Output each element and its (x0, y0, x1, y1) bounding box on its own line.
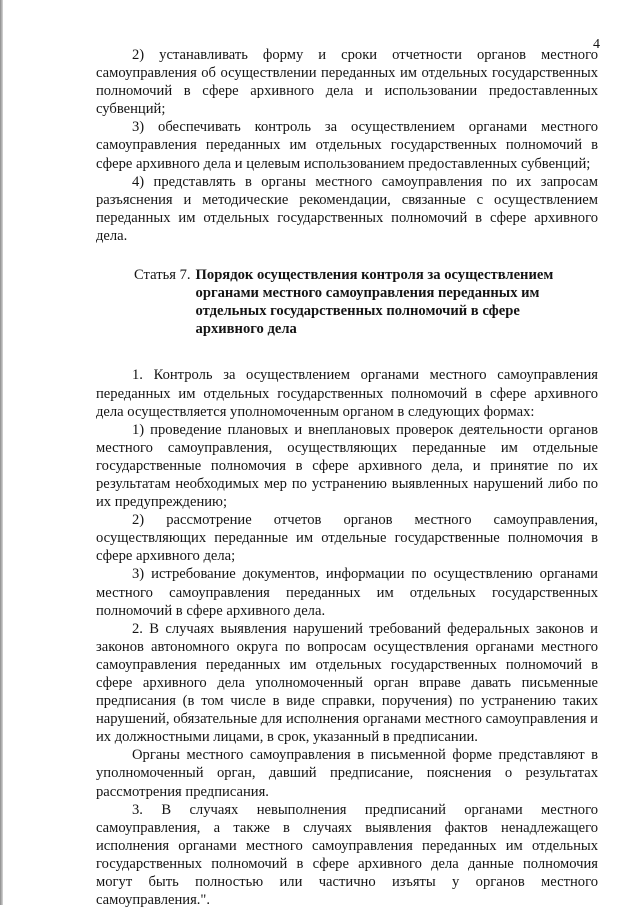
intro-item: 3) обеспечивать контроль за осуществлением органами местного самоуправления переданных им отдельных государственных полномочий в сфере архивного дела и целевым использованием предоставленных субвенций; (96, 119, 598, 172)
page-number: 4 (593, 37, 600, 52)
paragraph: Органы местного самоуправления в письменной форме представляют в уполномоченный орган, давший предписание, пояснения о результатах рассмотрения предписания. (96, 747, 598, 800)
paragraph: 2. В случаях выявления нарушений требований федеральных законов и законов автономного округа по вопросам осуществления органами местного самоуправления переданных им отдельных государственных полномочий в сфере архивного дела уполномоченный орган вправе давать письменные предписания (в том числе в виде справки, поручения) по устранению таких нарушений, обязательные для исполнения органами местного самоуправления и их должностными лицами, в срок, указанный в предписании. (96, 620, 598, 746)
paragraph: 2) рассмотрение отчетов органов местного самоуправления, осуществляющих переданные им отдельные государственные полномочия в сфере архивного дела; (96, 512, 598, 565)
intro-item: 4) представлять в органы местного самоуправления по их запросам разъяснения и методические рекомендации, связанные с осуществлением переданных им отдельных государственных полномочий в сфере архивного дела. (96, 173, 598, 244)
paragraph: 3. В случаях невыполнения предписаний органами местного самоуправления, а также в случаях выявления фактов ненадлежащего исполнения органами местного самоуправления переданных им отдельных государственных полномочий в сфере архивного дела данные полномочия могут быть полностью или частично изъяты у органов местного самоуправления.". (96, 801, 598, 909)
paragraph: 1. Контроль за осуществлением органами местного самоуправления переданных им отдельных государственных полномочий в сфере архивного дела осуществляется уполномоченным органом в следующих формах: (96, 367, 598, 420)
article-title: Порядок осуществления контроля за осуществлением органами местного самоуправления переданных им отдельных государственных полномочий в сфере архивного дела (195, 267, 554, 338)
paragraph: 3) истребование документов, информации по осуществлению органами местного самоуправления переданных им отдельных государственных полномочий в сфере архивного дела. (96, 566, 598, 619)
paragraph: 1) проведение плановых и внеплановых проверок деятельности органов местного самоуправления, осуществляющих переданные им отдельные государственные полномочия в сфере архивного дела, и принятие по их результатам необходимых мер по устранению выявленных нарушений либо по их предупреждению; (96, 421, 598, 511)
scan-edge (0, 0, 3, 905)
article-label: Статья 7. (134, 267, 191, 284)
intro-item: 2) устанавливать форму и сроки отчетности органов местного самоуправления об осуществлении переданных им отдельных государственных полномочий в сфере архивного дела и использовании предоставленных субвенций; (96, 47, 598, 118)
article-heading (96, 266, 598, 338)
document-body (96, 46, 598, 909)
